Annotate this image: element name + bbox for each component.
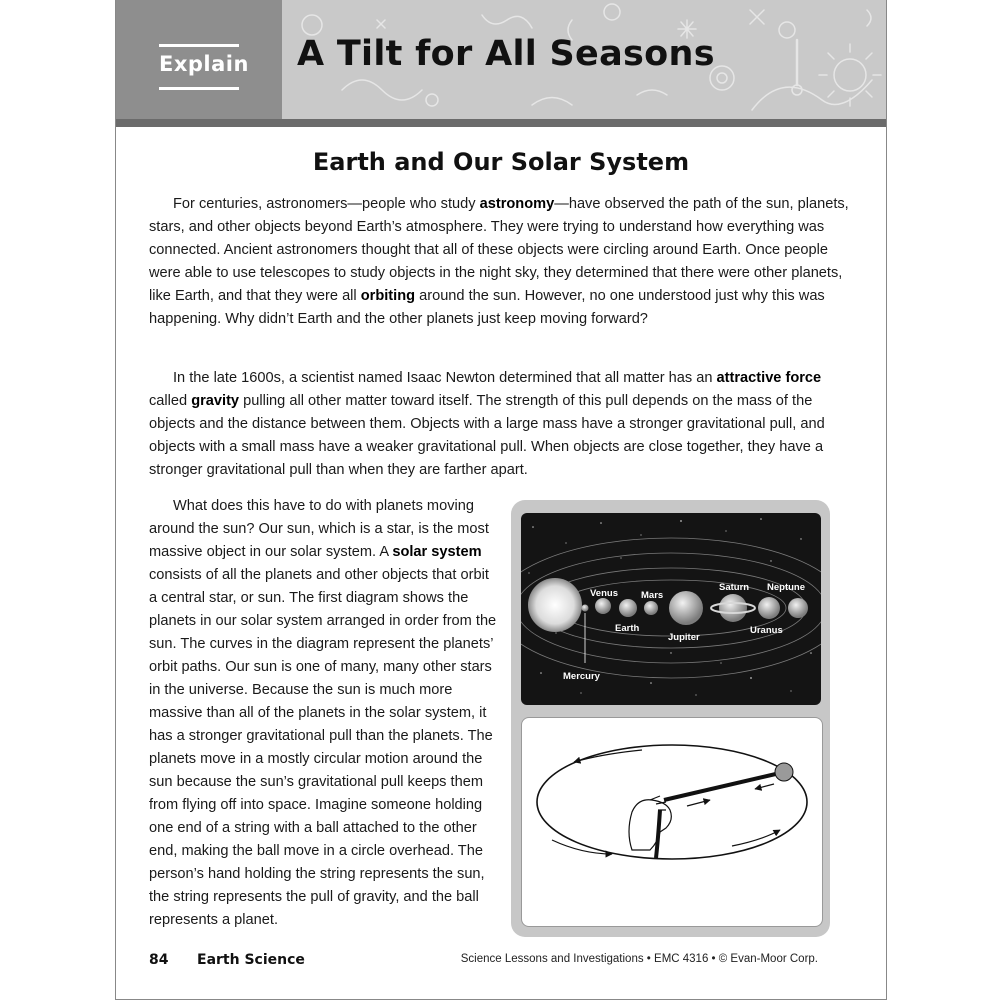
jupiter-shape bbox=[669, 591, 703, 625]
header-bar bbox=[116, 0, 886, 127]
neptune-shape bbox=[788, 598, 808, 618]
paragraph-2-text-a: In the late 1600s, a scientist named Isaac Newton determined that all matter has an bbox=[173, 370, 717, 386]
uranus-shape bbox=[758, 597, 780, 619]
paragraph-2-text-b: called bbox=[149, 393, 192, 409]
footer-section-title: Earth Science bbox=[197, 952, 305, 968]
paragraph-2 bbox=[149, 367, 855, 482]
page-number: 84 bbox=[149, 952, 169, 968]
saturn-shape bbox=[719, 594, 747, 622]
paragraph-1-text-c: around the sun. However, no one understood just why this was happening. Why didn’t Earth and the other planets just keep moving forward? bbox=[149, 288, 825, 327]
paragraph-3-text-b: consists of all the planets and other objects that orbit a central star, or sun. The first diagram shows the planets in our solar system arranged in order from the sun. The curves in the diagram represent the planets’ orbit paths. Our sun is one of many, many other stars in the universe. Because the sun is much more massive than all of the planets in the solar system, it has a stronger gravitational pull than the planets. The planets move in a mostly circular motion around the sun because the sun’s gravitational pull keeps them from flying off into space. Imagine someone holding one end of a string with a ball attached to the other end, making the ball move in a circle overhead. The person’s hand holding the string represents the sun, the string represents the pull of gravity, and the ball represents a planet. bbox=[149, 567, 497, 928]
label-earth: Earth bbox=[615, 623, 640, 634]
section-title: Earth and Our Solar System bbox=[312, 148, 690, 176]
ball-shape bbox=[775, 763, 793, 781]
paragraph-3-text-a: What does this have to do with planets moving around the sun? Our sun, which is a star, is the most massive object in our solar system. A bbox=[149, 498, 489, 560]
page-title: A Tilt for All Seasons bbox=[297, 34, 715, 74]
label-mars: Mars bbox=[641, 590, 664, 601]
label-neptune: Neptune bbox=[767, 582, 805, 593]
term-orbiting: orbiting bbox=[360, 288, 416, 304]
string-orbit-diagram bbox=[521, 717, 823, 927]
solar-system-diagram bbox=[521, 513, 821, 705]
label-uranus: Uranus bbox=[750, 625, 783, 636]
label-saturn: Saturn bbox=[719, 582, 750, 593]
label-jupiter: Jupiter bbox=[668, 632, 700, 643]
paragraph-1-text-b: —have observed the path of the sun, planets, stars, and other objects beyond Earth’s atmosphere. They were trying to understand how everything was connected. Ancient astronomers thought that all of these objects were circling around Earth. Once people were able to use telescopes to study objects in the night sky, they determined that there were other planets, like Earth, and that they were all bbox=[149, 196, 849, 304]
earth-shape bbox=[619, 599, 637, 617]
sun-shape bbox=[528, 578, 582, 632]
string-orbit-illustration bbox=[522, 718, 822, 926]
paragraph-2-text-c: pulling all other matter toward itself. The strength of this pull depends on the mass of the objects and the distance between them. Objects with a large mass have a stronger gravitational pull, and objects with a small mass have a weaker gravitational pull. When objects are close together, they have a stronger gravitational pull than when they are farther apart. bbox=[149, 393, 825, 478]
term-solar-system: solar system bbox=[392, 544, 482, 560]
hand-shape bbox=[629, 796, 671, 850]
paragraph-1 bbox=[149, 193, 855, 331]
paragraph-1-text-a: For centuries, astronomers—people who study bbox=[173, 196, 480, 212]
explain-tab-label: Explain bbox=[159, 44, 239, 90]
mercury-shape bbox=[582, 605, 589, 612]
footer-credit: Science Lessons and Investigations • EMC 4316 • © Evan-Moor Corp. bbox=[460, 953, 818, 965]
term-gravity: gravity bbox=[191, 393, 240, 409]
header-rule bbox=[116, 119, 886, 127]
label-mercury: Mercury bbox=[563, 671, 600, 682]
term-astronomy: astronomy bbox=[479, 196, 555, 212]
label-venus: Venus bbox=[590, 588, 618, 599]
paragraph-3 bbox=[149, 495, 497, 932]
venus-shape bbox=[595, 598, 611, 614]
mars-shape bbox=[644, 601, 658, 615]
orbit-ellipse bbox=[537, 745, 807, 859]
term-attractive-force: attractive force bbox=[716, 370, 822, 386]
worksheet-page bbox=[115, 0, 887, 1000]
solar-system-illustration bbox=[521, 513, 821, 705]
figure-frame bbox=[511, 500, 830, 937]
